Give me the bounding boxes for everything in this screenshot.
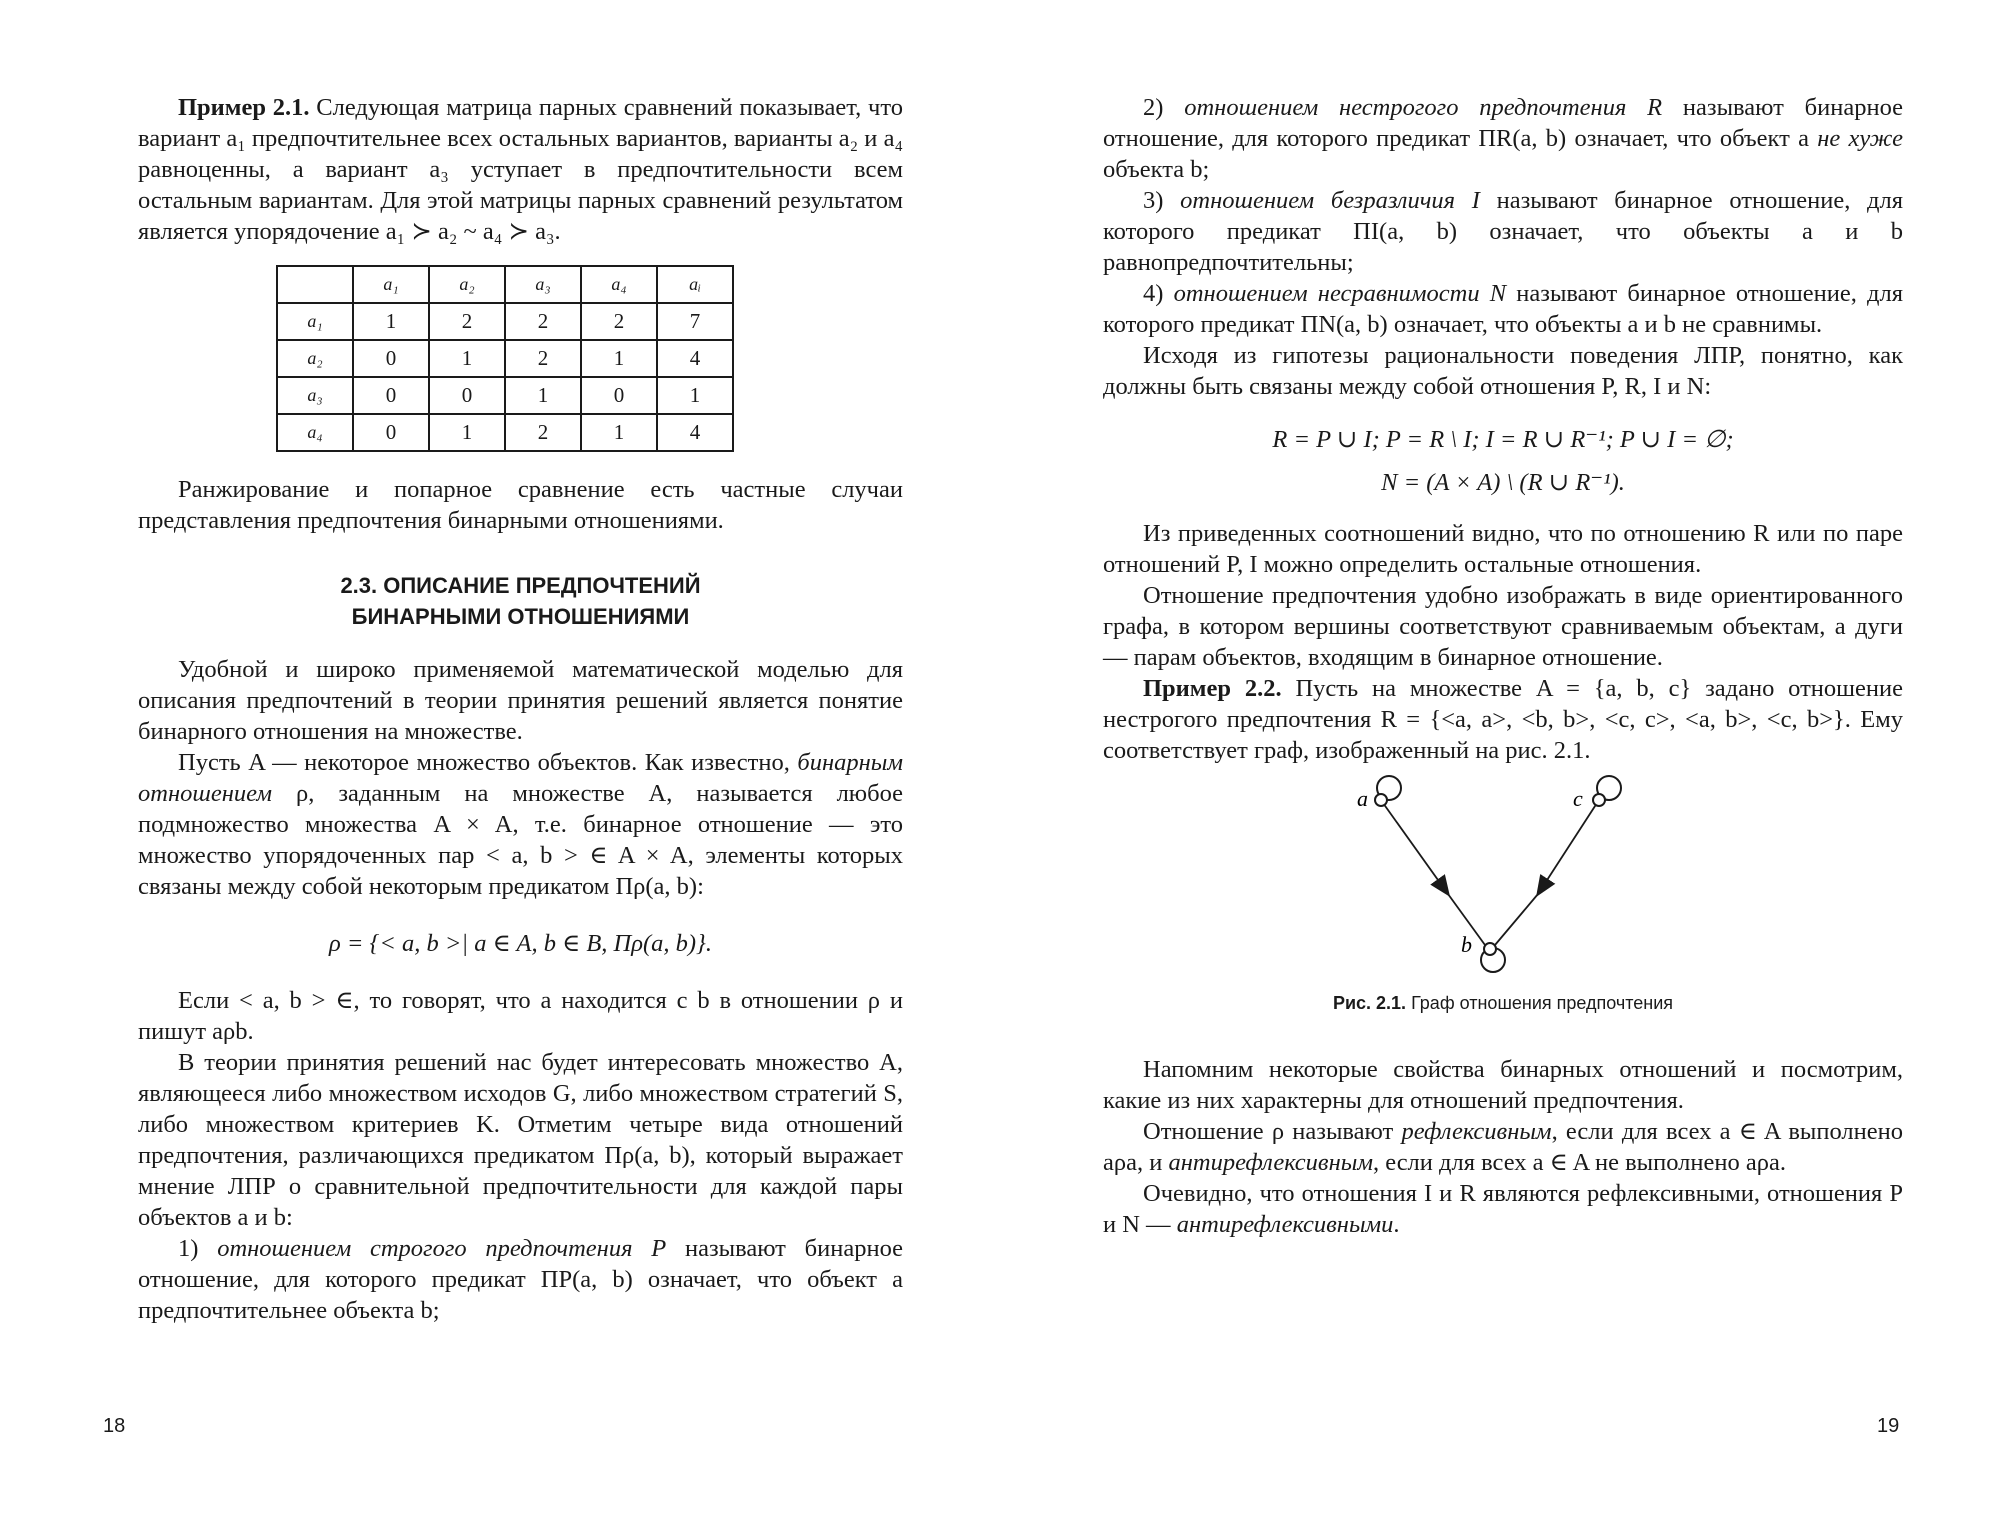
left-column — [138, 92, 903, 1326]
table-cell: 1 — [505, 377, 581, 414]
table-header-cell: a₃ — [505, 266, 581, 303]
example-2-1-label: Пример 2.1. — [178, 94, 310, 121]
reflexive-term: рефлексивным — [1401, 1118, 1552, 1145]
theory-paragraph: В теории принятия решений нас будет интересовать множество A, являющееся либо множеством исходов G, либо множеством стратегий S, либо множеством критериев K. Отметим четыре вида отношений предпочтения, различающихся предикатом Πρ(a, b), который выражает мнение ЛПР о сравнительной предпочтительности для каждой пары объектов a и b: — [138, 1049, 903, 1231]
item-text-2: объекта b; — [1103, 156, 1210, 183]
non-strict-preference-item — [1103, 92, 1903, 185]
hypothesis-paragraph: Исходя из гипотезы рациональности поведения ЛПР, понятно, как должны быть связаны между собой отношения P, R, I и N: — [1103, 342, 1903, 400]
figure-caption-text: Граф отношения предпочтения — [1411, 993, 1674, 1013]
section-heading — [138, 570, 903, 632]
item-text: называют бинарное отношение, для которого предикат ΠI(a, b) означает, что объекты a и b равнопредпочтительны; — [1103, 187, 1904, 276]
item-number: 1) — [178, 1235, 199, 1262]
binary-relation-after: ρ, заданным на множестве A, называется любое подмножество множества A × A, т.е. бинарное отношение — это множество упорядоченных пар < a, b > ∈ A × A, элементы которых связаны между собой некоторым предикатом Πρ(a, b): — [138, 780, 903, 900]
item-number: 4) — [1143, 280, 1164, 307]
table-cell: 2 — [505, 340, 581, 377]
table-row — [277, 340, 733, 377]
from-relations-paragraph: Из приведенных соотношений видно, что по отношению R или по паре отношений P, I можно определить остальные отношения. — [1103, 520, 1903, 578]
section-heading-line1: 2.3. ОПИСАНИЕ ПРЕДПОЧТЕНИЙ — [340, 573, 701, 598]
relations-formula-1: R = P ∪ I; P = R \ I; I = R ∪ R⁻¹; P ∪ I = ∅; — [1272, 426, 1734, 453]
item-term-2: не хуже — [1817, 125, 1903, 152]
relations-formula-2: N = (A × A) \ (R ∪ R⁻¹). — [1381, 469, 1625, 496]
edge-c-b-arrow — [1538, 803, 1597, 894]
right-page — [1000, 0, 2000, 1515]
obvious-term: антирефлексивными — [1176, 1211, 1394, 1238]
graph-representation-paragraph: Отношение предпочтения удобно изображать в виде ориентированного графа, в котором вершины соответствуют сравниваемым объектам, а дуги — парам объектов, входящим в бинарное отношение. — [1103, 582, 1903, 671]
obvious-after: . — [1393, 1211, 1400, 1238]
table-cell: 1 — [581, 414, 657, 451]
vertex-label-a: a — [1357, 786, 1368, 811]
table-cell: a₄ — [277, 414, 353, 451]
item-text: называют бинарное отношение, для которого предикат ΠP(a, b) означает, что объект a предпочтительнее объекта b; — [138, 1235, 903, 1324]
table-cell: a₂ — [277, 340, 353, 377]
table-cell: 1 — [353, 303, 429, 340]
table-cell: 0 — [353, 340, 429, 377]
vertex-c — [1593, 794, 1605, 806]
ranking-paragraph: Ранжирование и попарное сравнение есть частные случаи представления предпочтения бинарными отношениями. — [138, 476, 903, 534]
vertex-label-c: c — [1573, 786, 1583, 811]
table-header-cell: a₄ — [581, 266, 657, 303]
pairwise-comparison-table — [276, 265, 734, 452]
table-header-cell: aᵢ — [657, 266, 733, 303]
table-header-cell: a₂ — [429, 266, 505, 303]
table-cell: 2 — [505, 303, 581, 340]
table-cell: 2 — [581, 303, 657, 340]
table-cell: 1 — [581, 340, 657, 377]
example-2-2-paragraph — [1103, 673, 1903, 766]
example-2-2-label: Пример 2.2. — [1143, 675, 1282, 702]
item-term: отношением безразличия I — [1180, 187, 1480, 214]
reflexive-after: , если для всех a ∈ A не выполнено aρa. — [1372, 1149, 1786, 1176]
table-cell: 2 — [429, 303, 505, 340]
edge-c-b — [1495, 894, 1538, 945]
obvious-paragraph — [1103, 1178, 1903, 1240]
item-text: называют бинарное отношение, для которого предикат ΠR(a, b) означает, что объект a — [1103, 94, 1904, 152]
item-term: отношением несравнимости N — [1173, 280, 1507, 307]
table-cell: 0 — [581, 377, 657, 414]
if-paragraph: Если < a, b > ∈, то говорят, что a находится с b в отношении ρ и пишут aρb. — [138, 987, 903, 1045]
table-cell: 7 — [657, 303, 733, 340]
indifference-item — [1103, 185, 1903, 278]
vertex-b — [1484, 943, 1496, 955]
vertex-a — [1375, 794, 1387, 806]
section-heading-line2: БИНАРНЫМИ ОТНОШЕНИЯМИ — [351, 604, 690, 629]
reflexive-mid: , если для всех a ∈ A выполнено aρa, и — [1103, 1118, 1903, 1176]
table-cell: 1 — [429, 414, 505, 451]
table-cell: a₃ — [277, 377, 353, 414]
right-column — [1103, 92, 1903, 1240]
page-number-left: 18 — [103, 1415, 126, 1437]
table-cell: 1 — [657, 377, 733, 414]
binary-relation-term: бинарным отношением — [138, 749, 903, 807]
table-row — [277, 414, 733, 451]
item-term: отношением нестрогого предпочтения R — [1184, 94, 1663, 121]
table-row — [277, 377, 733, 414]
example-2-2-text: Пусть на множестве A = {a, b, c} задано отношение нестрогого предпочтения R = {<a, a>, <b, b>, <c, c>, <a, b>, <c, b>}. Ему соответствует граф, изображенный на рис. 2.1. — [1103, 675, 1904, 764]
model-paragraph: Удобной и широко применяемой математической моделью для описания предпочтений в теории принятия решений является понятие бинарного отношения на множестве. — [138, 656, 903, 745]
vertex-label-b: b — [1461, 932, 1472, 957]
figure-label: Рис. 2.1. — [1332, 993, 1407, 1013]
table-cell: 2 — [505, 414, 581, 451]
table-row — [277, 303, 733, 340]
preference-graph — [1343, 770, 1663, 985]
table-cell: 0 — [353, 414, 429, 451]
antireflexive-term: антирефлексивным — [1168, 1149, 1373, 1176]
figure-caption — [1103, 993, 1903, 1014]
example-2-1-text: Следующая матрица парных сравнений показывает, что вариант a₁ предпочтительнее всех остальных вариантов, варианты a₂ и a₄ равноценны, а вариант a₃ уступает в предпочтительности всем остальным вариантам. Для этой матрицы парных сравнений результатом является упорядочение a₁ ≻ a₂ ~ a₄ ≻ a₃. — [138, 94, 904, 245]
table-cell: 4 — [657, 414, 733, 451]
table-cell: 0 — [353, 377, 429, 414]
page-number-right: 19 — [1877, 1415, 1900, 1437]
item-number: 3) — [1143, 187, 1164, 214]
strict-preference-item — [138, 1233, 903, 1326]
recall-paragraph: Напомним некоторые свойства бинарных отношений и посмотрим, какие из них характерны для отношений предпочтения. — [1103, 1056, 1903, 1114]
table-cell: 1 — [429, 340, 505, 377]
edge-a-b-arrow — [1383, 803, 1448, 894]
item-number: 2) — [1143, 94, 1164, 121]
binary-relation-paragraph — [138, 747, 903, 902]
rho-formula: ρ = {< a, b >| a ∈ A, b ∈ B, Πρ(a, b)}. — [329, 930, 712, 957]
table-header-cell: a₁ — [353, 266, 429, 303]
binary-relation-before: Пусть A — некоторое множество объектов. Как известно, — [178, 749, 798, 776]
incomparability-item — [1103, 278, 1903, 340]
table-header-row — [277, 266, 733, 303]
reflexive-before: Отношение ρ называют — [1143, 1118, 1402, 1145]
reflexive-paragraph — [1103, 1116, 1903, 1178]
item-term: отношением строгого предпочтения P — [217, 1235, 667, 1262]
item-text: называют бинарное отношение, для которого предикат ΠN(a, b) означает, что объекты a и b не сравнимы. — [1103, 280, 1903, 338]
example-2-1-paragraph — [138, 92, 903, 247]
table-cell: 0 — [429, 377, 505, 414]
obvious-before: Очевидно, что отношения I и R являются рефлексивными, отношения P и N — — [1103, 1180, 1903, 1238]
table-header-cell — [277, 266, 353, 303]
table-cell: a₁ — [277, 303, 353, 340]
table-cell: 4 — [657, 340, 733, 377]
